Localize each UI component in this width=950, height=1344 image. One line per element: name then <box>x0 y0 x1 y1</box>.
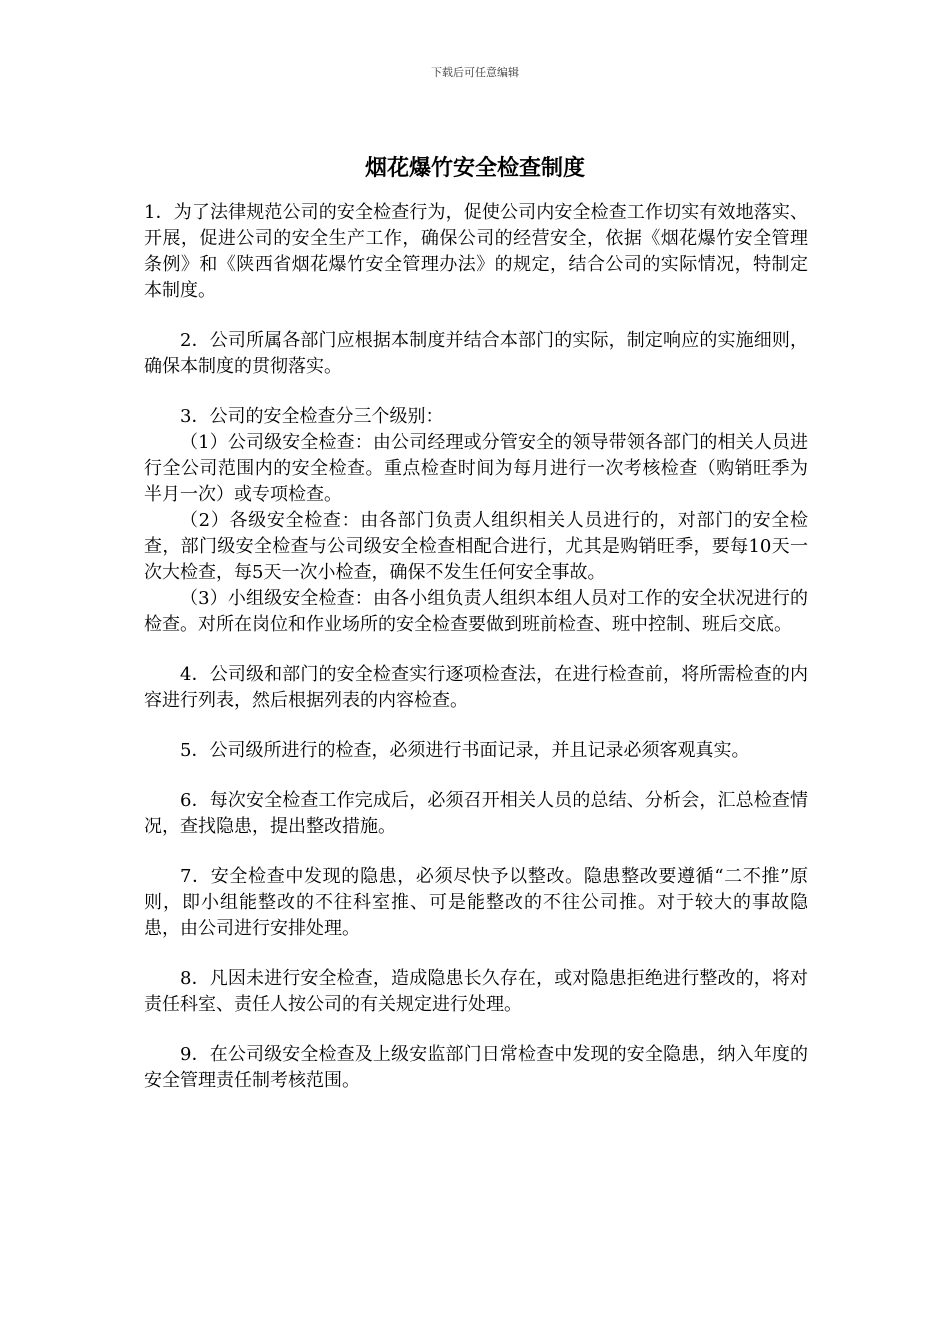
paragraph-7: 7．安全检查中发现的隐患，必须尽快予以整改。隐患整改要遵循“二不推”原则，即小组能整改的不往科室推、可是能整改的不往公司推。对于较大的事故隐患，由公司进行安排处理。 <box>144 866 808 939</box>
paragraph-1: 1．为了法律规范公司的安全检查行为，促使公司内安全检查工作切实有效地落实、开展，促进公司的安全生产工作，确保公司的经营安全，依据《烟花爆竹安全管理条例》和《陕西省烟花爆竹安全管理办法》的规定，结合公司的实际情况，特制定本制度。 <box>144 202 808 301</box>
paragraph-9: 9．在公司级安全检查及上级安监部门日常检查中发现的安全隐患，纳入年度的安全管理责任制考核范围。 <box>144 1044 808 1091</box>
paragraph-3-item-2: （2）各级安全检查：由各部门负责人组织相关人员进行的，对部门的安全检查，部门级安全检查与公司级安全检查相配合进行，尤其是购销旺季，要每10天一次大检查，每5天一次小检查，确保不发生任何安全事故。 <box>144 510 808 583</box>
paragraph-4: 4．公司级和部门的安全检查实行逐项检查法，在进行检查前，将所需检查的内容进行列表，然后根据列表的内容检查。 <box>144 664 808 711</box>
document-title: 烟花爆竹安全检查制度 <box>364 156 585 181</box>
header-note: 下载后可任意编辑 <box>431 66 519 79</box>
paragraph-3-item-1: （1）公司级安全检查：由公司经理或分管安全的领导带领各部门的相关人员进行全公司范围内的安全检查。重点检查时间为每月进行一次考核检查（购销旺季为半月一次）或专项检查。 <box>144 432 808 505</box>
paragraph-6: 6．每次安全检查工作完成后，必须召开相关人员的总结、分析会，汇总检查情况，查找隐患，提出整改措施。 <box>144 790 808 837</box>
document-body <box>144 200 808 1094</box>
paragraph-2: 2．公司所属各部门应根据本制度并结合本部门的实际，制定响应的实施细则，确保本制度的贯彻落实。 <box>144 330 808 377</box>
paragraph-8: 8．凡因未进行安全检查，造成隐患长久存在，或对隐患拒绝进行整改的，将对责任科室、责任人按公司的有关规定进行处理。 <box>144 968 808 1015</box>
paragraph-3-item-3: （3）小组级安全检查：由各小组负责人组织本组人员对工作的安全状况进行的检查。对所在岗位和作业场所的安全检查要做到班前检查、班中控制、班后交底。 <box>144 588 808 635</box>
paragraph-5: 5．公司级所进行的检查，必须进行书面记录，并且记录必须客观真实。 <box>180 740 750 761</box>
paragraph-3: 3．公司的安全检查分三个级别： <box>180 406 444 427</box>
